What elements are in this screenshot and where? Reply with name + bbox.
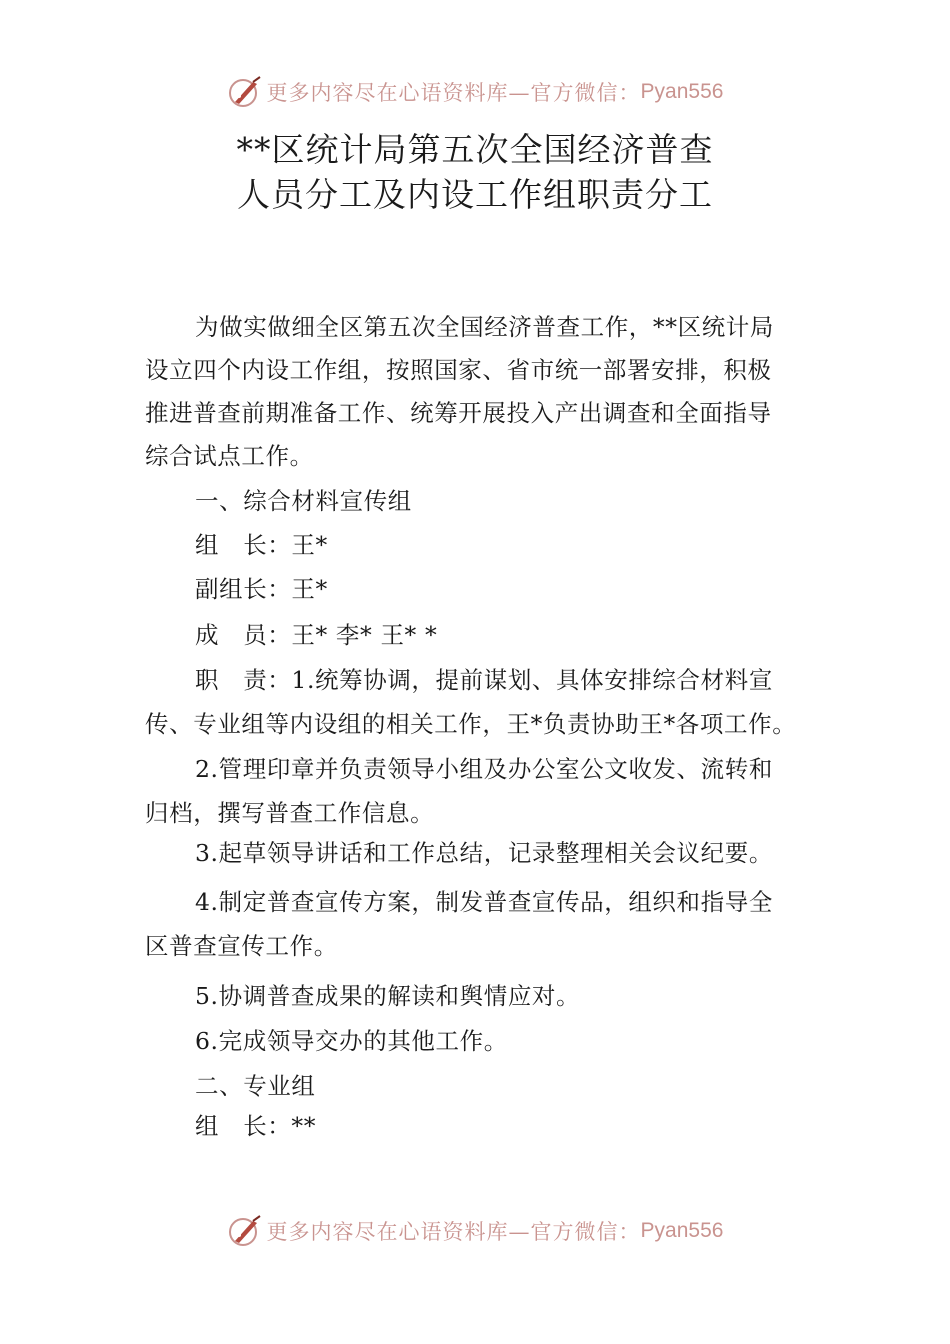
s1-duty-line: 归档，撰写普查工作信息。 — [145, 799, 435, 827]
document-body — [145, 306, 815, 1140]
s1-duty-line: 5.协调普查成果的解读和舆情应对。 — [195, 982, 581, 1010]
s1-leader: 组 长：王* — [195, 531, 328, 559]
intro-line: 为做实做细全区第五次全国经济普查工作，**区统计局 — [195, 313, 774, 341]
title-line-1: **区统计局第五次全国经济普查 — [236, 130, 714, 169]
s1-duty-line: 4.制定普查宣传方案，制发普查宣传品，组织和指导全 — [195, 888, 773, 916]
pen-logo-icon — [227, 1213, 263, 1249]
section-heading-1: 一、综合材料宣传组 — [195, 487, 412, 515]
intro-line: 综合试点工作。 — [145, 442, 314, 470]
intro-line: 设立四个内设工作组，按照国家、省市统一部署安排，积极 — [145, 356, 772, 384]
s1-duty-line: 区普查宣传工作。 — [145, 932, 338, 960]
watermark-wechat-id: Pyan556 — [640, 80, 724, 103]
watermark-text: 更多内容尽在心语资料库—官方微信： — [266, 1220, 641, 1244]
intro-paragraph — [145, 306, 815, 478]
s1-duty-line: 职 责：1.统筹协调，提前谋划、具体安排综合材料宣 — [195, 666, 773, 694]
watermark-footer — [0, 1211, 950, 1251]
s2-leader: 组 长：** — [195, 1112, 317, 1140]
section-heading-2: 二、专业组 — [195, 1072, 316, 1100]
s1-members: 成 员：王* 李* 王* * — [195, 621, 438, 649]
s1-duty-line: 3.起草领导讲话和工作总结，记录整理相关会议纪要。 — [195, 839, 773, 867]
watermark-wechat-id: Pyan556 — [640, 1219, 724, 1242]
s1-deputy-leader: 副组长：王* — [195, 575, 328, 603]
intro-line: 推进普查前期准备工作、统筹开展投入产出调查和全面指导 — [145, 399, 772, 427]
s1-duty-line: 2.管理印章并负责领导小组及办公室公文收发、流转和 — [195, 755, 773, 783]
title-line-2: 人员分工及内设工作组职责分工 — [237, 175, 713, 214]
pen-logo-icon — [227, 74, 263, 110]
s1-duty-line: 6.完成领导交办的其他工作。 — [195, 1027, 508, 1055]
watermark-text: 更多内容尽在心语资料库—官方微信： — [266, 81, 641, 105]
s1-duty-line: 传、专业组等内设组的相关工作，王*负责协助王*各项工作。 — [145, 710, 797, 738]
watermark-header — [0, 72, 950, 112]
document-title — [0, 127, 950, 217]
